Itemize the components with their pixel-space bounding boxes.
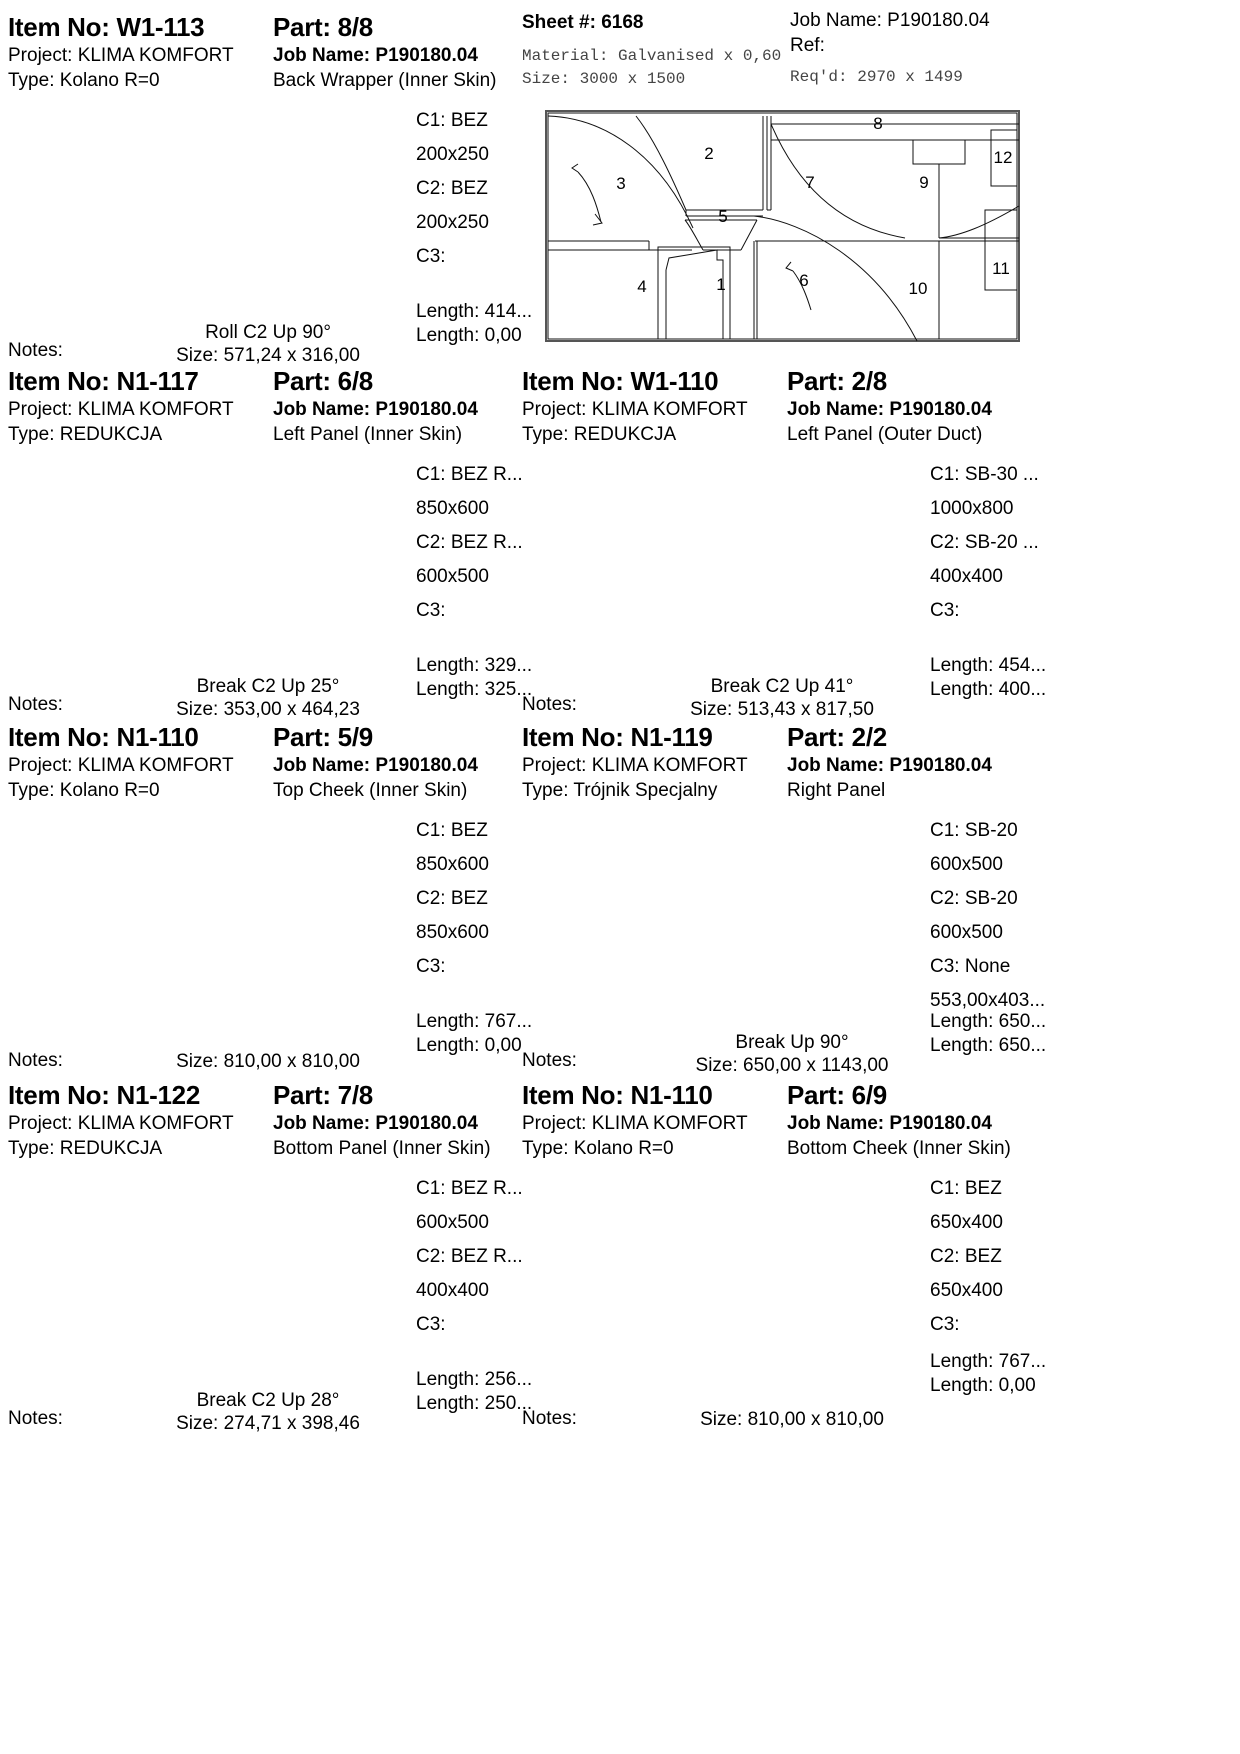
c2-connector: C2: BEZ R... xyxy=(416,532,523,553)
nest-part-11: 11 xyxy=(992,259,1010,278)
project-label: Project: KLIMA KOMFORT xyxy=(522,399,748,420)
job-name-label: Job Name: P190180.04 xyxy=(787,1113,992,1134)
c1-connector: C1: BEZ xyxy=(930,1178,1002,1199)
type-label: Type: Kolano R=0 xyxy=(8,70,160,91)
notes-size: Size: 650,00 x 1143,00 xyxy=(695,1055,889,1076)
part-heading: Part: 2/8 xyxy=(787,366,887,396)
c1-connector: C1: BEZ xyxy=(416,820,488,841)
type-label: Type: REDUKCJA xyxy=(522,424,677,445)
notes-content xyxy=(652,1408,932,1431)
length-1: Length: 767... xyxy=(930,1351,1047,1372)
part-description: Left Panel (Inner Skin) xyxy=(273,424,463,445)
length-1: Length: 650... xyxy=(930,1011,1047,1032)
sheet-size: Size: 3000 x 1500 xyxy=(522,70,686,88)
length-2: Length: 400... xyxy=(930,679,1047,700)
c3-connector: C3: xyxy=(416,600,446,621)
sheet-material-info xyxy=(522,45,781,91)
c1-size: 600x500 xyxy=(416,1212,489,1233)
notes-label: Notes: xyxy=(8,694,63,715)
sheet-ref: Ref: xyxy=(790,35,825,56)
notes-operation: Roll C2 Up 90° xyxy=(205,322,331,343)
job-name-label: Job Name: P190180.04 xyxy=(273,399,478,420)
connector-list xyxy=(930,458,1120,628)
length-2: Length: 0,00 xyxy=(930,1375,1036,1396)
c2-connector: C2: BEZ xyxy=(930,1246,1002,1267)
c2-size: 600x500 xyxy=(930,922,1003,943)
c1-size: 850x600 xyxy=(416,854,489,875)
item-no-heading: Item No: N1-117 xyxy=(8,366,199,396)
length-2: Length: 650... xyxy=(930,1035,1047,1056)
c3-size: 553,00x403... xyxy=(930,990,1046,1011)
nest-part-10: 10 xyxy=(908,279,928,298)
c1-connector: C1: BEZ R... xyxy=(416,464,523,485)
nesting-diagram xyxy=(545,110,1020,342)
sheet-outline xyxy=(546,111,1019,341)
c1-connector: C1: BEZ R... xyxy=(416,1178,523,1199)
c1-size: 850x600 xyxy=(416,498,489,519)
nest-part-6: 6 xyxy=(799,271,809,290)
notes-content xyxy=(128,321,408,367)
project-label: Project: KLIMA KOMFORT xyxy=(8,1113,234,1134)
length-list xyxy=(930,654,1120,702)
sheet-material: Material: Galvanised x 0,60 xyxy=(522,47,782,65)
job-name-label: Job Name: P190180.04 xyxy=(273,45,478,66)
nest-part-8: 8 xyxy=(873,114,883,133)
project-label: Project: KLIMA KOMFORT xyxy=(522,1113,748,1134)
nest-part-2: 2 xyxy=(704,144,714,163)
notes-content xyxy=(128,1389,408,1435)
part-heading: Part: 8/8 xyxy=(273,12,373,42)
c1-connector: C1: SB-20 xyxy=(930,820,1018,841)
notes-content xyxy=(128,1050,408,1073)
c2-connector: C2: SB-20 ... xyxy=(930,532,1039,553)
notes-label: Notes: xyxy=(8,1408,63,1429)
c3-connector: C3: xyxy=(930,600,960,621)
project-label: Project: KLIMA KOMFORT xyxy=(8,399,234,420)
length-2: Length: 250... xyxy=(416,1393,533,1414)
connector-list xyxy=(416,814,606,984)
length-2: Length: 325... xyxy=(416,679,533,700)
c3-connector: C3: xyxy=(416,956,446,977)
notes-label: Notes: xyxy=(522,1408,577,1429)
notes-content xyxy=(652,1031,932,1077)
c2-connector: C2: SB-20 xyxy=(930,888,1018,909)
project-label: Project: KLIMA KOMFORT xyxy=(522,755,748,776)
job-name-label: Job Name: P190180.04 xyxy=(273,755,478,776)
nest-part-4: 4 xyxy=(637,277,647,296)
type-label: Type: Trójnik Specjalny xyxy=(522,780,718,801)
sheet-required-size: Req'd: 2970 x 1499 xyxy=(790,68,963,86)
connector-list xyxy=(930,1172,1120,1342)
c1-connector: C1: SB-30 ... xyxy=(930,464,1039,485)
length-list xyxy=(930,1350,1120,1398)
notes-operation: Break C2 Up 41° xyxy=(710,676,854,697)
part-heading: Part: 5/9 xyxy=(273,722,373,752)
type-label: Type: REDUKCJA xyxy=(8,1138,163,1159)
c3-connector: C3: None xyxy=(930,956,1011,977)
notes-label: Notes: xyxy=(8,1050,63,1071)
c1-size: 1000x800 xyxy=(930,498,1014,519)
connector-list xyxy=(416,1172,606,1342)
c2-size: 850x600 xyxy=(416,922,489,943)
notes-label: Notes: xyxy=(522,694,577,715)
length-list xyxy=(416,1368,606,1416)
c2-connector: C2: BEZ R... xyxy=(416,1246,523,1267)
notes-content xyxy=(642,675,922,721)
c3-connector: C3: xyxy=(930,1314,960,1335)
nest-part-12: 12 xyxy=(993,148,1013,167)
part-description: Top Cheek (Inner Skin) xyxy=(273,780,468,801)
notes-label: Notes: xyxy=(8,340,63,361)
job-name-label: Job Name: P190180.04 xyxy=(273,1113,478,1134)
sheet-number: Sheet #: 6168 xyxy=(522,12,644,33)
length-1: Length: 414... xyxy=(416,301,533,322)
length-1: Length: 767... xyxy=(416,1011,533,1032)
c2-size: 650x400 xyxy=(930,1280,1003,1301)
job-name-label: Job Name: P190180.04 xyxy=(787,399,992,420)
connector-list xyxy=(416,458,606,628)
notes-operation: Break C2 Up 25° xyxy=(196,676,340,697)
length-list xyxy=(930,1010,1120,1058)
c1-size: 200x250 xyxy=(416,144,489,165)
part-heading: Part: 2/2 xyxy=(787,722,887,752)
c2-size: 200x250 xyxy=(416,212,489,233)
c3-connector: C3: xyxy=(416,246,446,267)
part-heading: Part: 7/8 xyxy=(273,1080,373,1110)
item-no-heading: Item No: W1-110 xyxy=(522,366,719,396)
item-no-heading: Item No: N1-110 xyxy=(8,722,199,752)
part-description: Back Wrapper (Inner Skin) xyxy=(273,70,497,91)
c1-connector: C1: BEZ xyxy=(416,110,488,131)
nest-part-9: 9 xyxy=(919,173,929,192)
length-2: Length: 0,00 xyxy=(416,1035,522,1056)
notes-content xyxy=(128,675,408,721)
c2-size: 400x400 xyxy=(416,1280,489,1301)
length-list xyxy=(416,654,606,702)
length-1: Length: 454... xyxy=(930,655,1047,676)
c3-connector: C3: xyxy=(416,1314,446,1335)
type-label: Type: REDUKCJA xyxy=(8,424,163,445)
nest-part-7: 7 xyxy=(805,173,815,192)
type-label: Type: Kolano R=0 xyxy=(522,1138,674,1159)
length-2: Length: 0,00 xyxy=(416,325,522,346)
part-description: Bottom Cheek (Inner Skin) xyxy=(787,1138,1011,1159)
notes-size: Size: 571,24 x 316,00 xyxy=(176,345,360,366)
nest-part-1: 1 xyxy=(716,275,726,294)
sheet-job-info xyxy=(790,8,990,58)
c1-size: 600x500 xyxy=(930,854,1003,875)
project-label: Project: KLIMA KOMFORT xyxy=(8,755,234,776)
project-label: Project: KLIMA KOMFORT xyxy=(8,45,234,66)
notes-operation: Break Up 90° xyxy=(735,1032,849,1053)
part-heading: Part: 6/8 xyxy=(273,366,373,396)
nest-part-5: 5 xyxy=(718,207,728,226)
notes-label: Notes: xyxy=(522,1050,577,1071)
notes-size: Size: 353,00 x 464,23 xyxy=(176,699,360,720)
part-description: Bottom Panel (Inner Skin) xyxy=(273,1138,491,1159)
job-name-label: Job Name: P190180.04 xyxy=(787,755,992,776)
nest-part-3: 3 xyxy=(616,174,626,193)
sheet-job-name: Job Name: P190180.04 xyxy=(790,10,990,31)
c2-connector: C2: BEZ xyxy=(416,178,488,199)
item-no-heading: Item No: N1-119 xyxy=(522,722,713,752)
nesting-diagram-svg xyxy=(545,110,1020,342)
part-description: Right Panel xyxy=(787,780,886,801)
c2-size: 600x500 xyxy=(416,566,489,587)
length-1: Length: 329... xyxy=(416,655,533,676)
type-label: Type: Kolano R=0 xyxy=(8,780,160,801)
length-list xyxy=(416,1010,606,1058)
notes-size: Size: 513,43 x 817,50 xyxy=(690,699,874,720)
connector-list xyxy=(930,814,1120,1018)
notes-operation: Break C2 Up 28° xyxy=(196,1390,340,1411)
c2-connector: C2: BEZ xyxy=(416,888,488,909)
c1-size: 650x400 xyxy=(930,1212,1003,1233)
notes-size: Size: 810,00 x 810,00 xyxy=(176,1051,360,1072)
length-1: Length: 256... xyxy=(416,1369,533,1390)
part-heading: Part: 6/9 xyxy=(787,1080,887,1110)
item-no-heading: Item No: W1-113 xyxy=(8,12,205,42)
item-no-heading: Item No: N1-122 xyxy=(8,1080,200,1110)
part-description: Left Panel (Outer Duct) xyxy=(787,424,983,445)
notes-size: Size: 274,71 x 398,46 xyxy=(176,1413,360,1434)
item-no-heading: Item No: N1-110 xyxy=(522,1080,713,1110)
notes-size: Size: 810,00 x 810,00 xyxy=(700,1409,884,1430)
c2-size: 400x400 xyxy=(930,566,1003,587)
